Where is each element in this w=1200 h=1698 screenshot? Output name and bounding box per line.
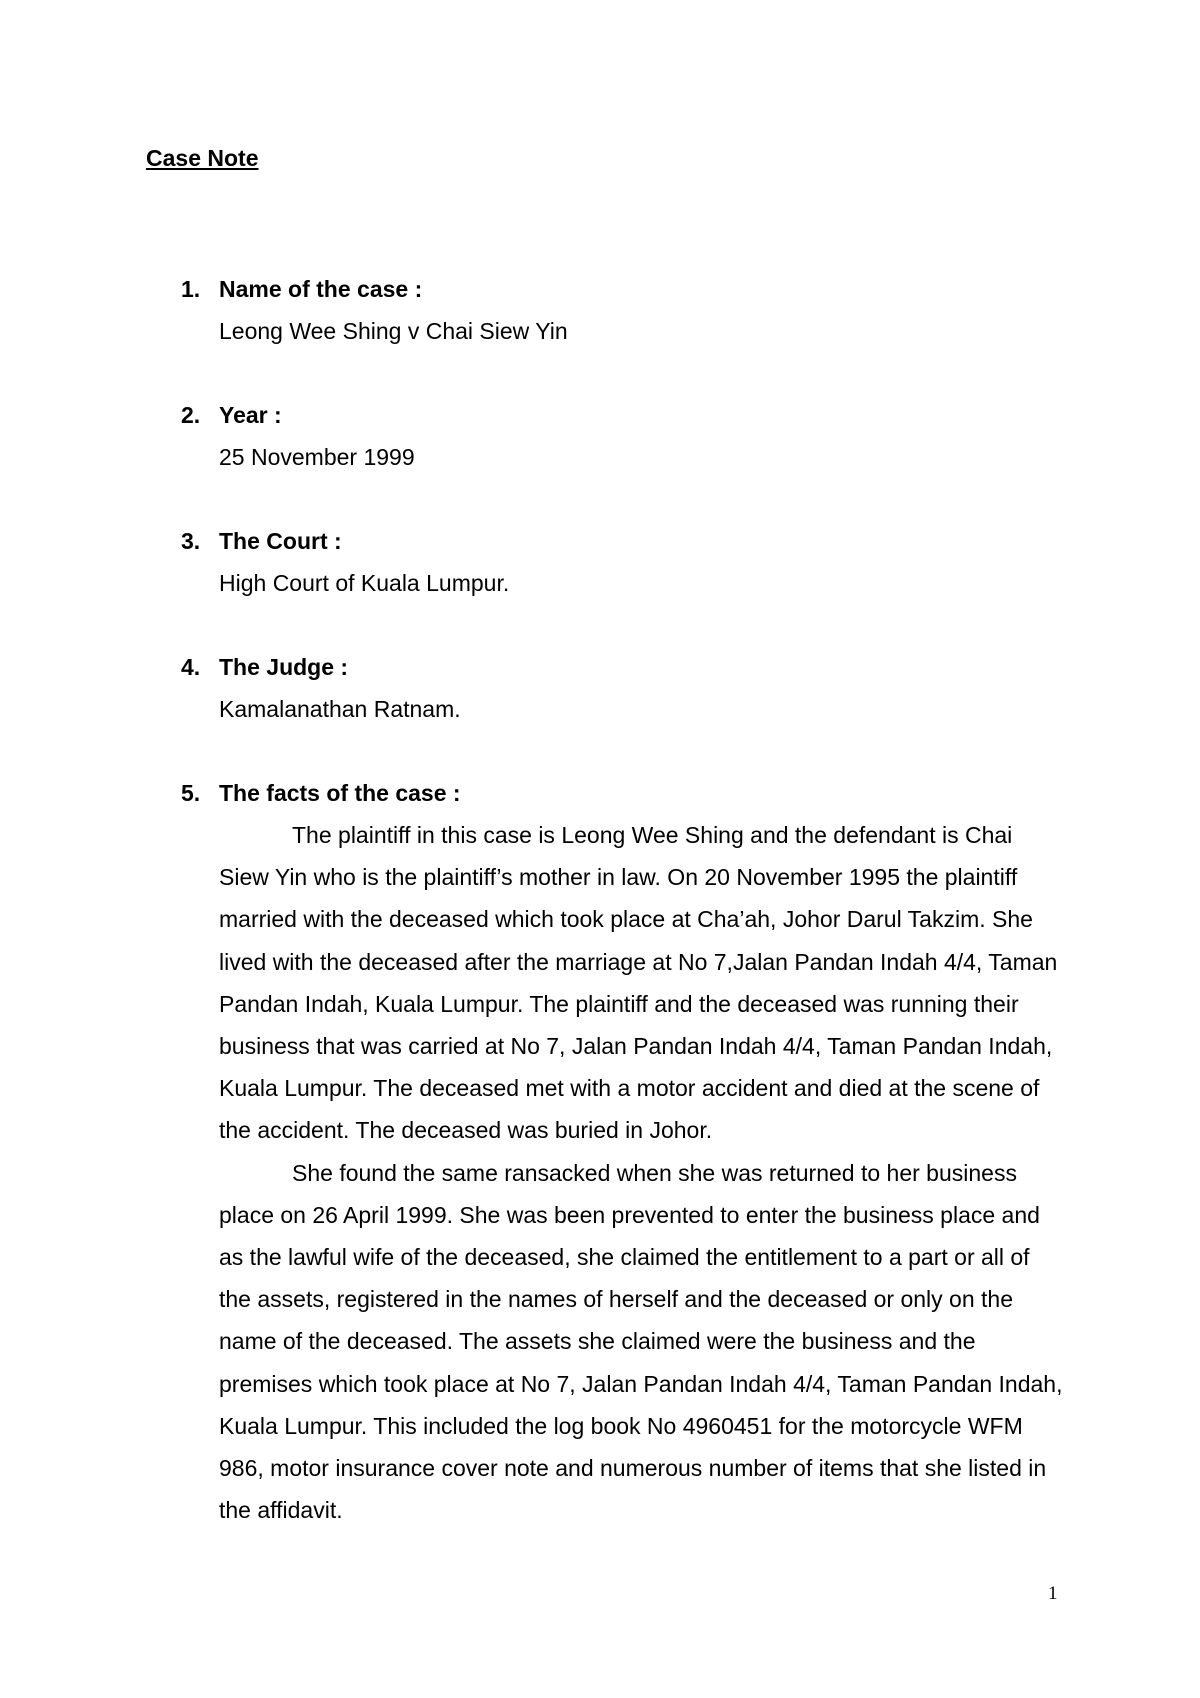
facts-paragraph: The plaintiff in this case is Leong Wee Shing and the defendant is Chai Siew Yin who is the plaintiff’s mother in law. On 20 November 1995 the plaintiff married with the deceased which took place at Cha’ah, Johor Darul Takzim. She lived with the deceased after the marriage at No 7,Jalan Pandan Indah 4/4, Taman Pandan Indah, Kuala Lumpur. The plaintiff and the deceased was running their business that was carried at No 7, Jalan Pandan Indah 4/4, Taman Pandan Indah, Kuala Lumpur. The deceased met with a motor accident and died at the scene of the accident. The deceased was buried in Johor. [219, 822, 1058, 1144]
section-heading: The Court : [219, 528, 342, 554]
section-heading: The facts of the case : [219, 780, 461, 806]
section-number: 1. [181, 276, 201, 302]
section-case-name [146, 268, 1066, 352]
section-number: 4. [181, 654, 201, 680]
case-name-value: Leong Wee Shing v Chai Siew Yin [219, 318, 568, 344]
section-number: 5. [181, 780, 201, 806]
section-year [146, 394, 1066, 478]
section-number: 3. [181, 528, 201, 554]
judge-value: Kamalanathan Ratnam. [219, 696, 461, 722]
section-court [146, 520, 1066, 604]
section-facts [146, 772, 1066, 1531]
section-heading: Name of the case : [219, 276, 423, 302]
section-heading: Year : [219, 402, 282, 428]
court-value: High Court of Kuala Lumpur. [219, 570, 510, 596]
section-heading: The Judge : [219, 654, 349, 680]
document-title: Case Note [146, 145, 259, 171]
section-judge [146, 646, 1066, 730]
facts-paragraph: She found the same ransacked when she was returned to her business place on 26 April 1999. She was been prevented to enter the business place and as the lawful wife of the deceased, she claimed the entitlement to a part or all of the assets, registered in the names of herself and the deceased or only on the name of the deceased. The assets she claimed were the business and the premises which took place at No 7, Jalan Pandan Indah 4/4, Taman Pandan Indah, Kuala Lumpur. This included the log book No 4960451 for the motorcycle WFM 986, motor insurance cover note and numerous number of items that she listed in the affidavit. [219, 1159, 1063, 1524]
case-sections-list [146, 268, 1066, 1573]
section-number: 2. [181, 402, 201, 428]
page-number: 1 [1048, 1583, 1058, 1604]
year-value: 25 November 1999 [219, 444, 415, 470]
